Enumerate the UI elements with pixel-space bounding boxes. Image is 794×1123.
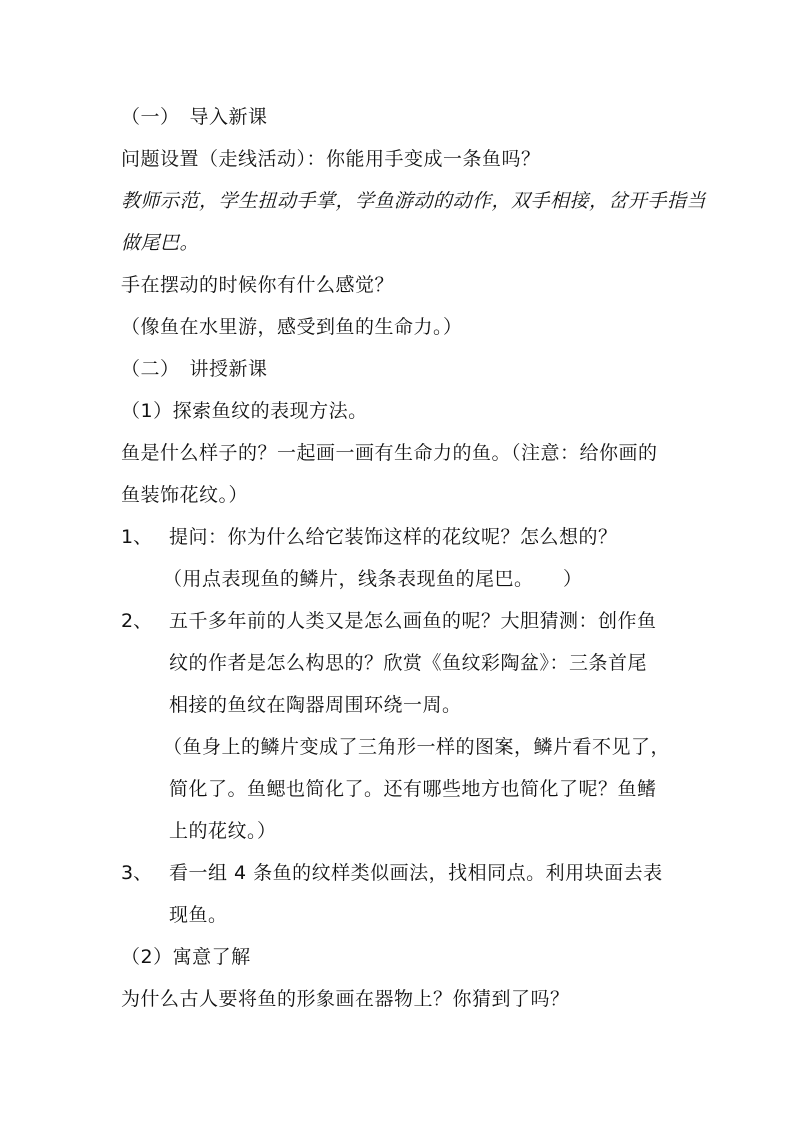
item-3-line-2: 现鱼。 (169, 904, 228, 926)
item-2-note-line-3: 上的花纹。） (169, 820, 277, 842)
question-setting: 问题设置（走线活动）：你能用手变成一条鱼吗？ (121, 148, 541, 170)
item-2-line-3: 相接的鱼纹在陶器周围环绕一周。 (169, 694, 462, 716)
item-2-note-line-2: 简化了。鱼鳃也简化了。还有哪些地方也简化了呢？鱼鳍 (169, 778, 657, 800)
subsection-heading-2: （2）寓意了解 (121, 946, 251, 968)
demo-text-line-1: 教师示范，学生扭动手掌，学鱼游动的动作，双手相接，岔开手指当 (121, 190, 707, 212)
item-1-number: 1、 (121, 526, 153, 548)
item-2-number: 2、 (121, 610, 153, 632)
subsection-heading-1: （1）探索鱼纹的表现方法。 (121, 400, 368, 422)
feeling-answer: （像鱼在水里游，感受到鱼的生命力。） (121, 316, 463, 338)
demo-text-line-2: 做尾巴。 (121, 232, 200, 254)
feeling-question: 手在摆动的时候你有什么感觉？ (121, 274, 395, 296)
item-1-note: （用点表现鱼的鳞片，线条表现鱼的尾巴。 ） (163, 568, 583, 590)
section-heading-2: （二） 讲授新课 (121, 358, 268, 380)
item-3-number: 3、 (121, 862, 153, 884)
drawing-prompt-line-1: 鱼是什么样子的？一起画一画有生命力的鱼。（注意：给你画的 (121, 442, 658, 464)
item-2-line-2: 纹的作者是怎么构思的？欣赏《鱼纹彩陶盆》：三条首尾 (169, 652, 648, 674)
final-question: 为什么古人要将鱼的形象画在器物上？你猜到了吗？ (121, 988, 570, 1010)
item-1-text: 提问：你为什么给它装饰这样的花纹呢？怎么想的？ (169, 526, 618, 548)
drawing-prompt-line-2: 鱼装饰花纹。） (121, 484, 249, 506)
item-2-note-line-1: （鱼身上的鳞片变成了三角形一样的图案，鳞片看不见了， (163, 736, 671, 758)
item-2-line-1: 五千多年前的人类又是怎么画鱼的呢？大胆猜测：创作鱼 (169, 610, 657, 632)
item-3-line-1: 看一组 4 条鱼的纹样类似画法，找相同点。利用块面去表 (169, 862, 663, 884)
section-heading-1: （一） 导入新课 (121, 106, 268, 128)
